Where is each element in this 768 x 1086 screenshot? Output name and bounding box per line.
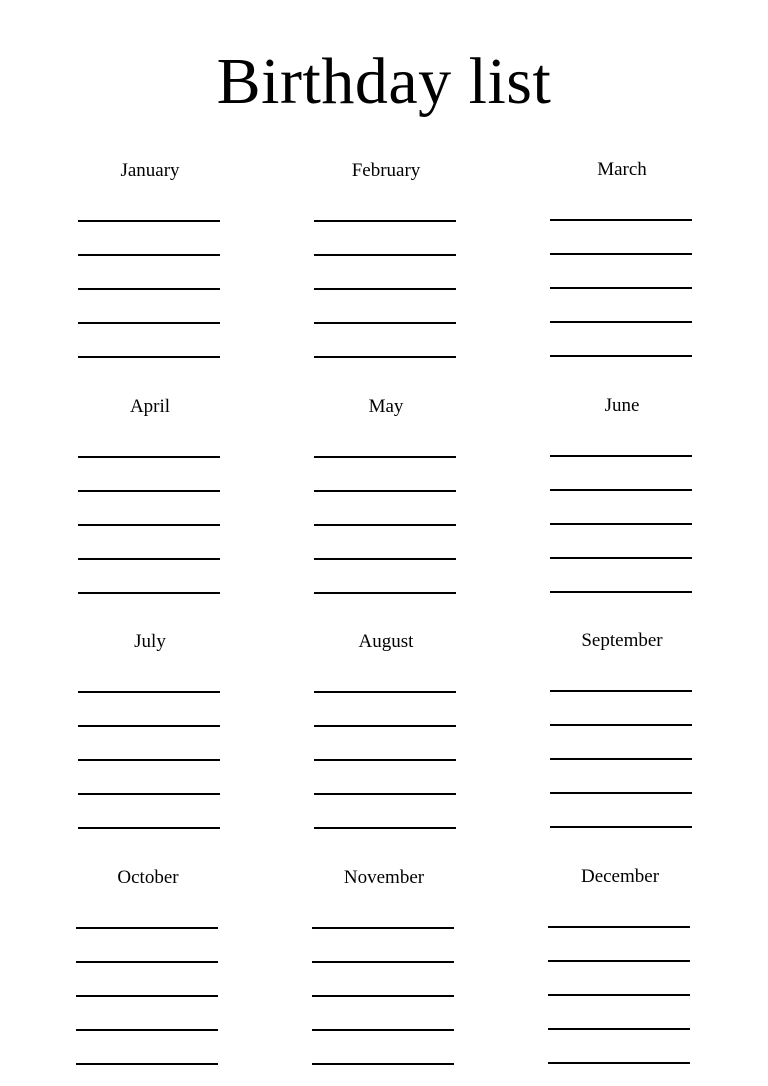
month-september [550,629,694,653]
entry-line [314,288,456,290]
month-june [550,394,694,418]
entry-line [314,759,456,761]
entry-line [548,1028,690,1030]
entry-line [76,995,218,997]
month-name: May [368,396,404,417]
entry-line [550,792,692,794]
month-name: January [120,160,180,181]
entry-line [550,455,692,457]
month-january [78,159,222,183]
entry-line [312,1063,454,1065]
entry-line [314,220,456,222]
entry-line [78,220,220,222]
entry-line [550,724,692,726]
entry-line [314,691,456,693]
entry-line [550,690,692,692]
entry-line [78,827,220,829]
entry-line [550,219,692,221]
entry-line [78,456,220,458]
entry-line [548,1062,690,1064]
entry-line [550,489,692,491]
entry-line [550,758,692,760]
month-name: July [134,631,166,652]
entry-line [76,961,218,963]
month-name: August [358,631,414,652]
month-may [314,395,458,419]
month-july [78,630,222,654]
month-august [314,630,458,654]
entry-line [550,253,692,255]
entry-line [78,725,220,727]
entry-line [548,994,690,996]
entry-line [314,592,456,594]
entry-line [550,826,692,828]
entry-line [550,523,692,525]
entry-line [78,322,220,324]
month-december [548,865,692,889]
entry-line [314,524,456,526]
entry-line [76,1029,218,1031]
entry-line [548,926,690,928]
entry-line [76,927,218,929]
entry-line [550,557,692,559]
entry-line [312,995,454,997]
month-name: June [604,395,640,416]
month-name: November [343,867,425,888]
month-october [76,866,220,890]
entry-line [314,356,456,358]
entry-line [314,456,456,458]
entry-line [548,960,690,962]
month-name: September [581,630,663,651]
entry-line [314,558,456,560]
month-name: October [117,867,179,888]
entry-line [312,961,454,963]
entry-line [314,725,456,727]
entry-line [78,558,220,560]
entry-line [78,524,220,526]
entry-line [314,793,456,795]
entry-line [78,288,220,290]
entry-line [78,356,220,358]
month-april [78,395,222,419]
entry-line [314,254,456,256]
entry-line [78,793,220,795]
entry-line [312,927,454,929]
entry-line [312,1029,454,1031]
month-november [312,866,456,890]
month-name: December [580,866,660,887]
entry-line [550,591,692,593]
entry-line [550,287,692,289]
entry-line [78,490,220,492]
entry-line [78,691,220,693]
entry-line [550,355,692,357]
entry-line [550,321,692,323]
month-name: March [597,159,647,180]
month-february [314,159,458,183]
entry-line [314,827,456,829]
entry-line [78,254,220,256]
page-title: Birthday list [216,45,552,118]
entry-line [314,490,456,492]
entry-line [314,322,456,324]
month-name: April [129,396,171,417]
month-march [550,158,694,182]
entry-line [76,1063,218,1065]
entry-line [78,759,220,761]
month-name: February [351,160,421,181]
entry-line [78,592,220,594]
